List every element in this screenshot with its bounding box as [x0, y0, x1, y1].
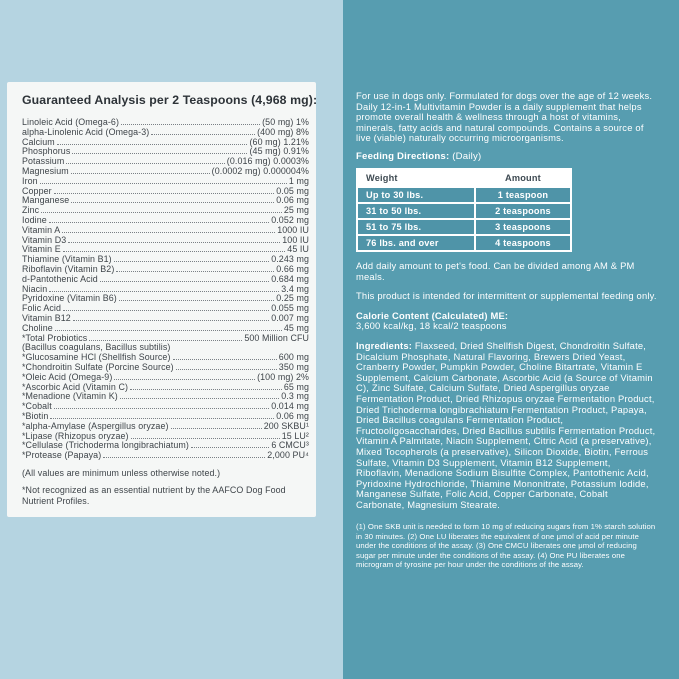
- nutrient-name: Manganese: [22, 195, 70, 206]
- feeding-directions-table: [356, 168, 572, 252]
- feeding-row: [357, 235, 571, 251]
- weight-cell: 76 lbs. and over: [357, 235, 475, 251]
- amount-cell: 4 teaspoons: [475, 235, 571, 251]
- nutrient-name: d-Pantothenic Acid: [22, 273, 98, 284]
- nutrient-value: 0.06 mg: [276, 195, 309, 206]
- dot-leader: [54, 193, 275, 194]
- ingredients-label: Ingredients:: [356, 339, 413, 351]
- nutrient-name: Choline: [22, 322, 53, 333]
- feeding-table-head: [357, 169, 571, 187]
- feeding-directions-daily: (Daily): [452, 150, 482, 162]
- dot-leader: [151, 134, 255, 135]
- dot-leader: [121, 124, 260, 125]
- dot-leader: [176, 369, 277, 370]
- dot-leader: [63, 310, 269, 311]
- nutrient-name: Zinc: [22, 205, 40, 216]
- nutrient-value: 0.06 mg: [276, 410, 309, 421]
- analysis-row: [22, 314, 309, 324]
- dot-leader: [100, 281, 269, 282]
- feeding-header-row: [357, 169, 571, 187]
- nutrient-value: 0.007 mg: [271, 312, 309, 323]
- nutrient-value: 100 IU: [282, 234, 309, 245]
- add-daily-note: Add daily amount to pet's food. Can be divided among AM & PM meals.: [356, 260, 635, 282]
- feeding-row: [357, 187, 571, 203]
- dot-leader: [40, 183, 287, 184]
- nutrient-value: 0.243 mg: [271, 254, 309, 265]
- nutrient-value: 350 mg: [278, 361, 309, 372]
- nutrient-value: 500 Million CFU: [244, 332, 309, 343]
- nutrient-name: *Lipase (Rhizopus oryzae): [22, 430, 129, 441]
- product-description: For use in dogs only. Formulated for dogs over the age of 12 weeks. Daily 12-in-1 Multivitamin Powder is a daily supplement that helps promote overall health & wellness through a host of vitamins, minerals, fatty acids and natural compounds. Contains a source of live (viable) naturally occurring microorganisms.: [356, 90, 653, 143]
- dot-leader: [57, 144, 248, 145]
- analysis-row: [22, 196, 309, 206]
- amount-cell: 1 teaspoon: [475, 187, 571, 203]
- aafco-note: *Not recognized as an essential nutrient by the AAFCO Dog Food Nutrient Profiles.: [22, 485, 286, 507]
- analysis-row: [22, 294, 309, 304]
- dot-leader: [116, 271, 274, 272]
- analysis-row: [22, 392, 309, 402]
- dot-leader: [54, 408, 269, 409]
- usage-panel: [343, 0, 679, 679]
- amount-cell: 3 teaspoons: [475, 219, 571, 235]
- dot-leader: [50, 418, 274, 419]
- analysis-row: [22, 167, 309, 177]
- ingredients-list: Flaxseed, Dried Shellfish Digest, Chondroitin Sulfate, Dicalcium Phosphate, Natural Flavoring, Brewers Dried Yeast, Cranberry Powder, Pumpkin Powder, Choline Bitartrate, Vitamin E Supplement, Calcium Carbonate, Ascorbic Acid (a Source of Vitamin C), Zinc Sulfate, Calcium Sulfate, Dried Aspergillus oryzae Fermentation Product, Dried Rhizopus oryzae Fermentation Product, Dried Trichoderma longibrachiatum Fermentation Product, Papaya, Dried Bacillus coagulans Fermentation Product, Fructooligosaccharides, Dried Bacillus subtilis Fermentation Product, Vitamin A Palmitate, Niacin Supplement, Citric Acid (a preservative), Mixed Tocopherols (a preservative), Silicon Dioxide, Biotin, Ferrous Sulfate, Vitamin D3 Supplement, Vitamin B12 Supplement, Riboflavin, Menadione Sodium Bisulfite Complex, Pantothenic Acid, Pyridoxine Hydrochloride, Thiamine Mononitrate, Potassium Iodide, Manganese Sulfate, Folic Acid, Copper Carbonate, Cobalt Carbonate, Magnesium Stearate.: [356, 339, 656, 510]
- dot-leader: [171, 428, 262, 429]
- analysis-row: [22, 216, 309, 226]
- nutrient-name: Calcium: [22, 136, 55, 147]
- weight-cell: Up to 30 lbs.: [357, 187, 475, 203]
- ingredients-paragraph: [356, 341, 658, 511]
- nutrient-name: Vitamin D3: [22, 234, 67, 245]
- dot-leader: [103, 457, 265, 458]
- nutrient-value: (50 mg) 1%: [262, 117, 309, 127]
- nutrient-name: Folic Acid: [22, 303, 61, 314]
- nutrient-name: Linoleic Acid (Omega-6): [22, 117, 120, 127]
- weight-cell: 51 to 75 lbs.: [357, 219, 475, 235]
- dot-leader: [66, 163, 224, 164]
- nutrient-name: Vitamin A: [22, 224, 61, 235]
- analysis-row: [22, 402, 309, 412]
- analysis-row: [22, 177, 309, 187]
- nutrient-value: 0.05 mg: [276, 185, 309, 196]
- feeding-col-header: Weight: [357, 169, 475, 187]
- nutrient-value: 6 CMCU³: [271, 440, 309, 451]
- dot-leader: [191, 447, 269, 448]
- dot-leader: [62, 232, 275, 233]
- nutrient-value: 0.25 mg: [276, 293, 309, 304]
- nutrient-value: 65 mg: [283, 381, 309, 392]
- nutrient-name: *Total Probiotics: [22, 332, 88, 343]
- nutrient-value: 0.055 mg: [271, 303, 309, 314]
- nutrient-name: alpha-Linolenic Acid (Omega-3): [22, 126, 150, 137]
- calorie-content-heading: Calorie Content (Calculated) ME:: [356, 309, 509, 321]
- guaranteed-analysis-title: Guaranteed Analysis per 2 Teaspoons (4,968 mg):: [22, 93, 318, 107]
- dot-leader: [63, 251, 286, 252]
- nutrient-value: 3.4 mg: [281, 283, 309, 294]
- nutrient-name: Niacin: [22, 283, 48, 294]
- analysis-row: [22, 206, 309, 216]
- nutrient-value: 2,000 PU⁴: [267, 450, 309, 461]
- nutrient-name: *Ascorbic Acid (Vitamin C): [22, 381, 129, 392]
- calorie-content-value: 3,600 kcal/kg, 18 kcal/2 teaspoons: [356, 320, 507, 332]
- analysis-row: [22, 236, 309, 246]
- nutrient-value: (0.0002 mg) 0.000004%: [211, 165, 309, 176]
- nutrient-value: 25 mg: [283, 205, 309, 216]
- dot-leader: [119, 300, 274, 301]
- nutrient-value: 45 mg: [283, 322, 309, 333]
- nutrient-name: Iodine: [22, 214, 47, 225]
- feeding-directions-heading: [356, 152, 658, 163]
- dot-leader: [71, 173, 210, 174]
- analysis-row: [22, 451, 309, 461]
- amount-cell: 2 teaspoons: [475, 203, 571, 219]
- dot-leader: [114, 261, 269, 262]
- dot-leader: [131, 438, 280, 439]
- nutrient-value: (0.016 mg) 0.0003%: [226, 156, 309, 167]
- nutrient-name: *Chondroitin Sulfate (Porcine Source): [22, 361, 174, 372]
- dot-leader: [55, 330, 282, 331]
- dot-leader: [49, 222, 269, 223]
- analysis-row: [22, 275, 309, 285]
- dot-leader: [114, 379, 255, 380]
- nutrient-name: (Bacillus coagulans, Bacillus subtilis): [22, 342, 171, 353]
- nutrient-name: Thiamine (Vitamin B1): [22, 254, 112, 265]
- nutrient-name: *Menadione (Vitamin K): [22, 391, 118, 402]
- dot-leader: [130, 389, 282, 390]
- nutrient-name: *Oleic Acid (Omega-9): [22, 371, 113, 382]
- nutrient-name: *Cobalt: [22, 401, 52, 412]
- nutrient-name: *Biotin: [22, 410, 49, 421]
- feeding-row: [357, 219, 571, 235]
- nutrient-value: 0.684 mg: [271, 273, 309, 284]
- weight-cell: 31 to 50 lbs.: [357, 203, 475, 219]
- dot-leader: [73, 320, 269, 321]
- nutrient-name: *Protease (Papaya): [22, 450, 102, 461]
- nutrient-value: 1000 IU: [277, 224, 309, 235]
- dot-leader: [68, 242, 280, 243]
- nutrient-value: 0.3 mg: [281, 391, 309, 402]
- nutrient-name: Pyridoxine (Vitamin B6): [22, 293, 117, 304]
- nutrient-value: 0.052 mg: [271, 214, 309, 225]
- dot-leader: [41, 212, 282, 213]
- nutrient-name: Iron: [22, 175, 38, 186]
- feeding-col-header: Amount: [475, 169, 571, 187]
- dot-leader: [173, 359, 277, 360]
- dot-leader: [89, 340, 242, 341]
- enzyme-unit-footnotes: (1) One SKB unit is needed to form 10 mg of reducing sugars from 1% starch solution in 30 minutes. (2) One LU liberates the equivalent of one μmol of acid per minute under the conditions of the assay. (3) One CMCU liberates one μmol of reducing sugar per minute under the conditions of the assay. (4) One PU liberates one microgram of tyrosine per hour under the conditions of the assay.: [356, 522, 656, 570]
- nutrient-value: 45 IU: [287, 244, 309, 255]
- nutrient-name: *Glucosamine HCl (Shellfish Source): [22, 352, 171, 363]
- nutrient-value: 600 mg: [278, 352, 309, 363]
- nutrient-name: Copper: [22, 185, 52, 196]
- nutrient-name: *Cellulase (Trichoderma longibrachiatum): [22, 440, 189, 451]
- nutrient-name: Magnesium: [22, 165, 69, 176]
- feeding-directions-label: Feeding Directions:: [356, 150, 450, 162]
- intermittent-feeding-note: This product is intended for intermittent or supplemental feeding only.: [356, 290, 657, 302]
- nutrient-value: 15 LU²: [281, 430, 309, 441]
- nutrient-value: 0.014 mg: [271, 401, 309, 412]
- values-minimum-note: (All values are minimum unless otherwise noted.): [22, 467, 221, 478]
- nutrient-name: Phosphorus: [22, 146, 71, 157]
- dot-leader: [72, 153, 247, 154]
- nutrient-value: (45 mg) 0.91%: [249, 146, 309, 157]
- nutrient-name: *alpha-Amylase (Aspergillus oryzae): [22, 420, 169, 431]
- feeding-table-body: [357, 187, 571, 251]
- nutrient-name: Potassium: [22, 156, 65, 167]
- guaranteed-analysis-list: [22, 118, 309, 461]
- nutrient-name: Vitamin B12: [22, 312, 71, 323]
- feeding-row: [357, 203, 571, 219]
- nutrient-value: (400 mg) 8%: [257, 126, 309, 137]
- dot-leader: [49, 291, 279, 292]
- guaranteed-analysis-panel: [7, 82, 316, 517]
- nutrient-value: 0.66 mg: [276, 263, 309, 274]
- nutrient-value: 200 SKBU¹: [263, 420, 309, 431]
- dot-leader: [120, 398, 280, 399]
- nutrient-value: 1 mg: [288, 175, 309, 186]
- nutrient-value: (60 mg) 1.21%: [249, 136, 309, 147]
- dot-leader: [71, 202, 274, 203]
- nutrient-name: Riboflavin (Vitamin B2): [22, 263, 115, 274]
- nutrient-value: (100 mg) 2%: [257, 371, 309, 382]
- nutrient-name: Vitamin E: [22, 244, 61, 255]
